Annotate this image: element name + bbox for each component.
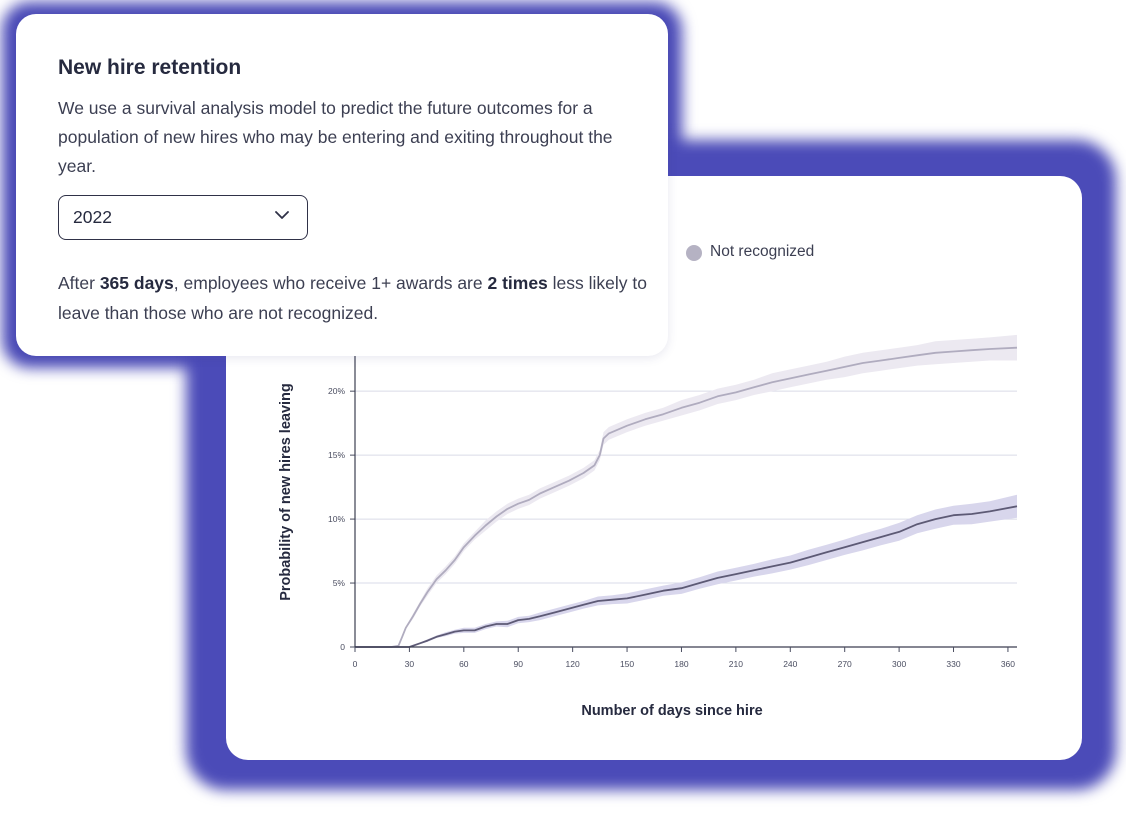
summary-multiplier: 2 times [487, 273, 548, 293]
y-tick-label: 5% [332, 578, 345, 589]
legend-label-not-recognized: Not recognized [710, 243, 815, 260]
x-tick-label: 60 [459, 659, 469, 669]
y-tick-label: 10% [327, 514, 345, 525]
x-tick-label: 270 [837, 659, 852, 669]
confidence-bands [355, 335, 1017, 647]
x-tick-label: 330 [946, 659, 961, 669]
y-tick-label: 20% [327, 386, 345, 397]
retention-summary [58, 268, 648, 328]
x-axis-title: Number of days since hire [581, 703, 763, 719]
x-tick-label: 210 [728, 659, 743, 669]
x-tick-label: 30 [404, 659, 415, 669]
series-lines [355, 348, 1017, 647]
series-line-1 [355, 348, 1017, 647]
x-tick-label: 300 [892, 659, 907, 669]
y-tick-label: 0 [340, 642, 345, 652]
chevron-down-icon [275, 211, 289, 220]
summary-text: less likely to leave than those who are not recognized. [58, 273, 647, 323]
summary-days: 365 days [99, 273, 174, 293]
x-tick-label: 150 [619, 659, 635, 669]
x-tick-label: 120 [565, 659, 580, 669]
x-tick-label: 180 [674, 659, 689, 669]
year-select[interactable] [58, 195, 308, 240]
x-tick-label: 240 [783, 659, 798, 669]
x-tick-label: 90 [513, 659, 523, 669]
legend-swatch-not-recognized [686, 245, 702, 261]
gridlines [355, 391, 1017, 583]
confidence-band-2 [355, 495, 1017, 647]
y-axis-title: Probability of new hires leaving [278, 383, 294, 601]
summary-text: , employees who receive 1+ awards are [173, 273, 488, 293]
card-title: New hire retention [58, 56, 242, 79]
y-tick-label: 15% [327, 450, 345, 461]
x-tick-label: 0 [352, 659, 358, 669]
x-tick-label: 360 [1000, 659, 1016, 669]
summary-text: After [58, 273, 100, 293]
year-select-value: 2022 [73, 207, 112, 227]
axes [328, 340, 1017, 669]
card-description: We use a survival analysis model to predict the future outcomes for a population of new hires who may be entering and exiting throughout the year. [58, 98, 613, 176]
info-card [16, 14, 668, 356]
confidence-band-1 [355, 335, 1017, 647]
